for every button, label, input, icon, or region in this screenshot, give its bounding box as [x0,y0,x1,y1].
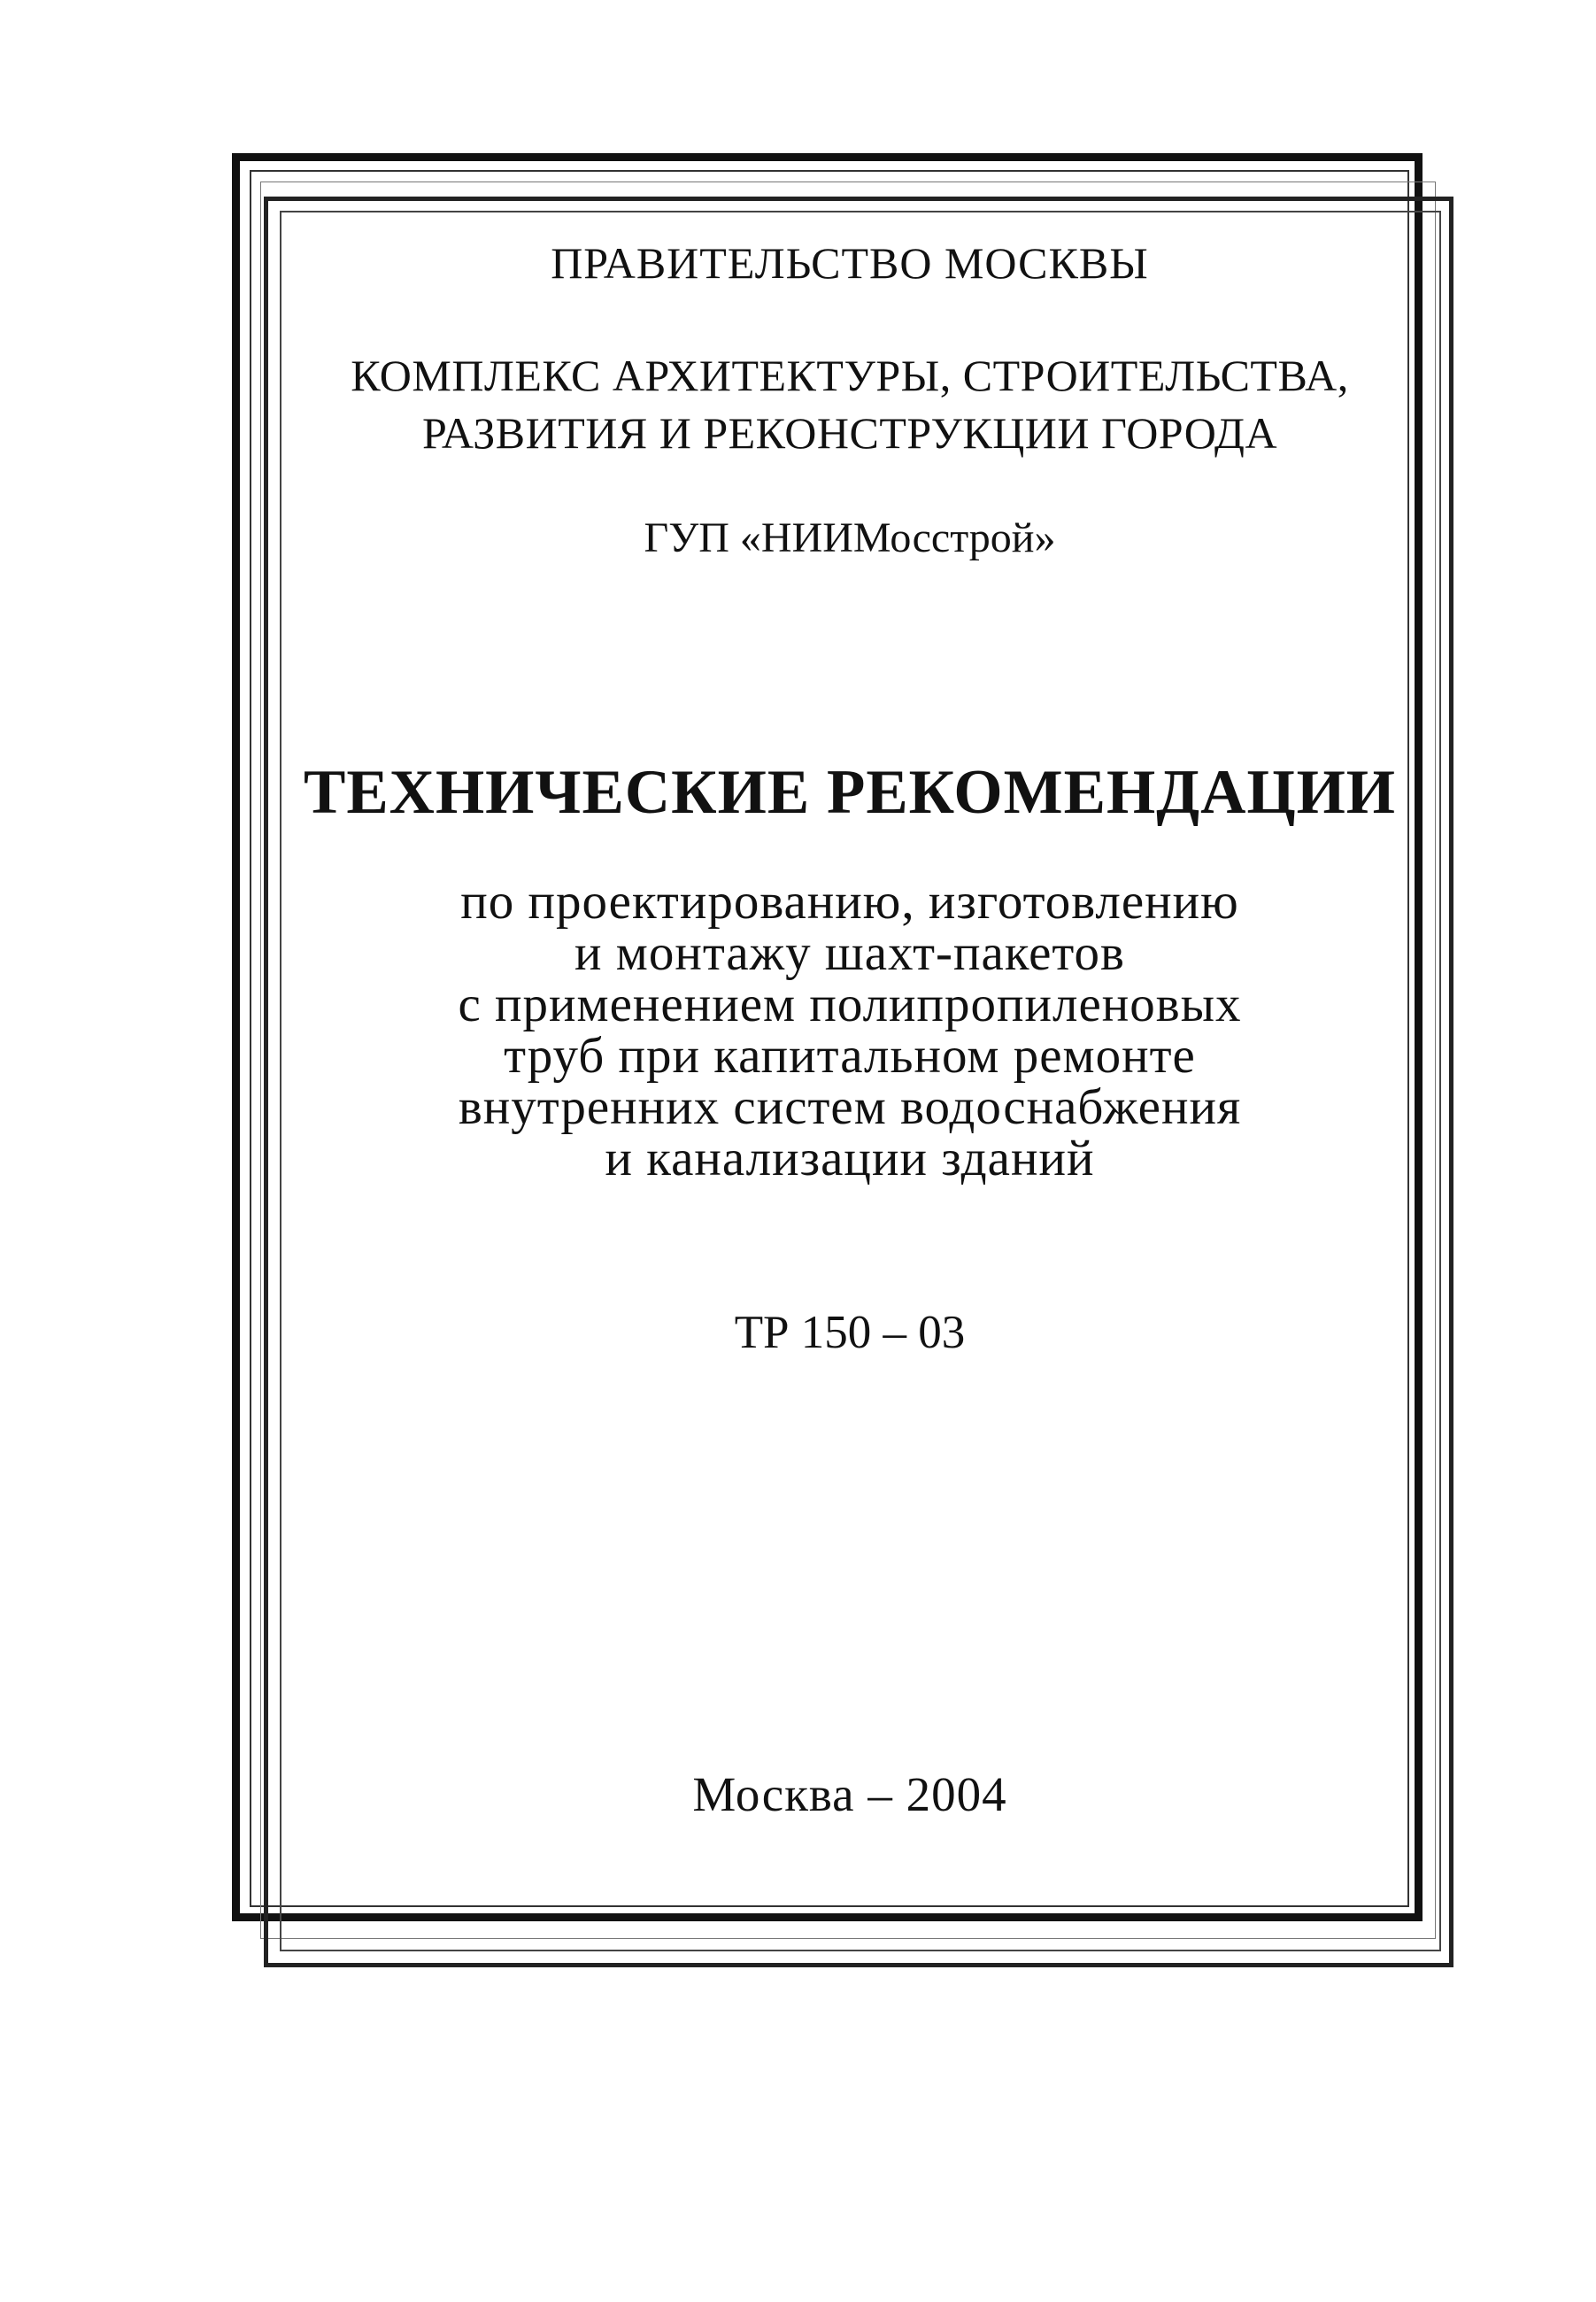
complex-heading-line: КОМПЛЕКС АРХИТЕКТУРЫ, СТРОИТЕЛЬСТВА, [351,351,1349,400]
complex-heading [274,347,1425,462]
subtitle-line: и канализации зданий [605,1131,1095,1186]
organization-name: ГУП «НИИМосстрой» [644,514,1056,561]
subtitle-line: по проектированию, изготовлению [460,874,1239,930]
document-subtitle [274,874,1425,1186]
government-heading: ПРАВИТЕЛЬСТВО МОСКВЫ [551,238,1149,288]
document-title: ТЕХНИЧЕСКИЕ РЕКОМЕНДАЦИИ [303,758,1397,827]
subtitle-line: с применением полипропиленовых [458,977,1242,1032]
subtitle-line: и монтажу шахт-пакетов [574,925,1125,981]
document-code: ТР 150 – 03 [734,1307,966,1358]
subtitle-line: труб при капитальном ремонте [504,1028,1196,1084]
place-and-year: Москва – 2004 [692,1767,1007,1821]
subtitle-line: внутренних систем водоснабжения [458,1079,1242,1135]
complex-heading-line: РАЗВИТИЯ И РЕКОНСТРУКЦИИ ГОРОДА [421,408,1278,458]
